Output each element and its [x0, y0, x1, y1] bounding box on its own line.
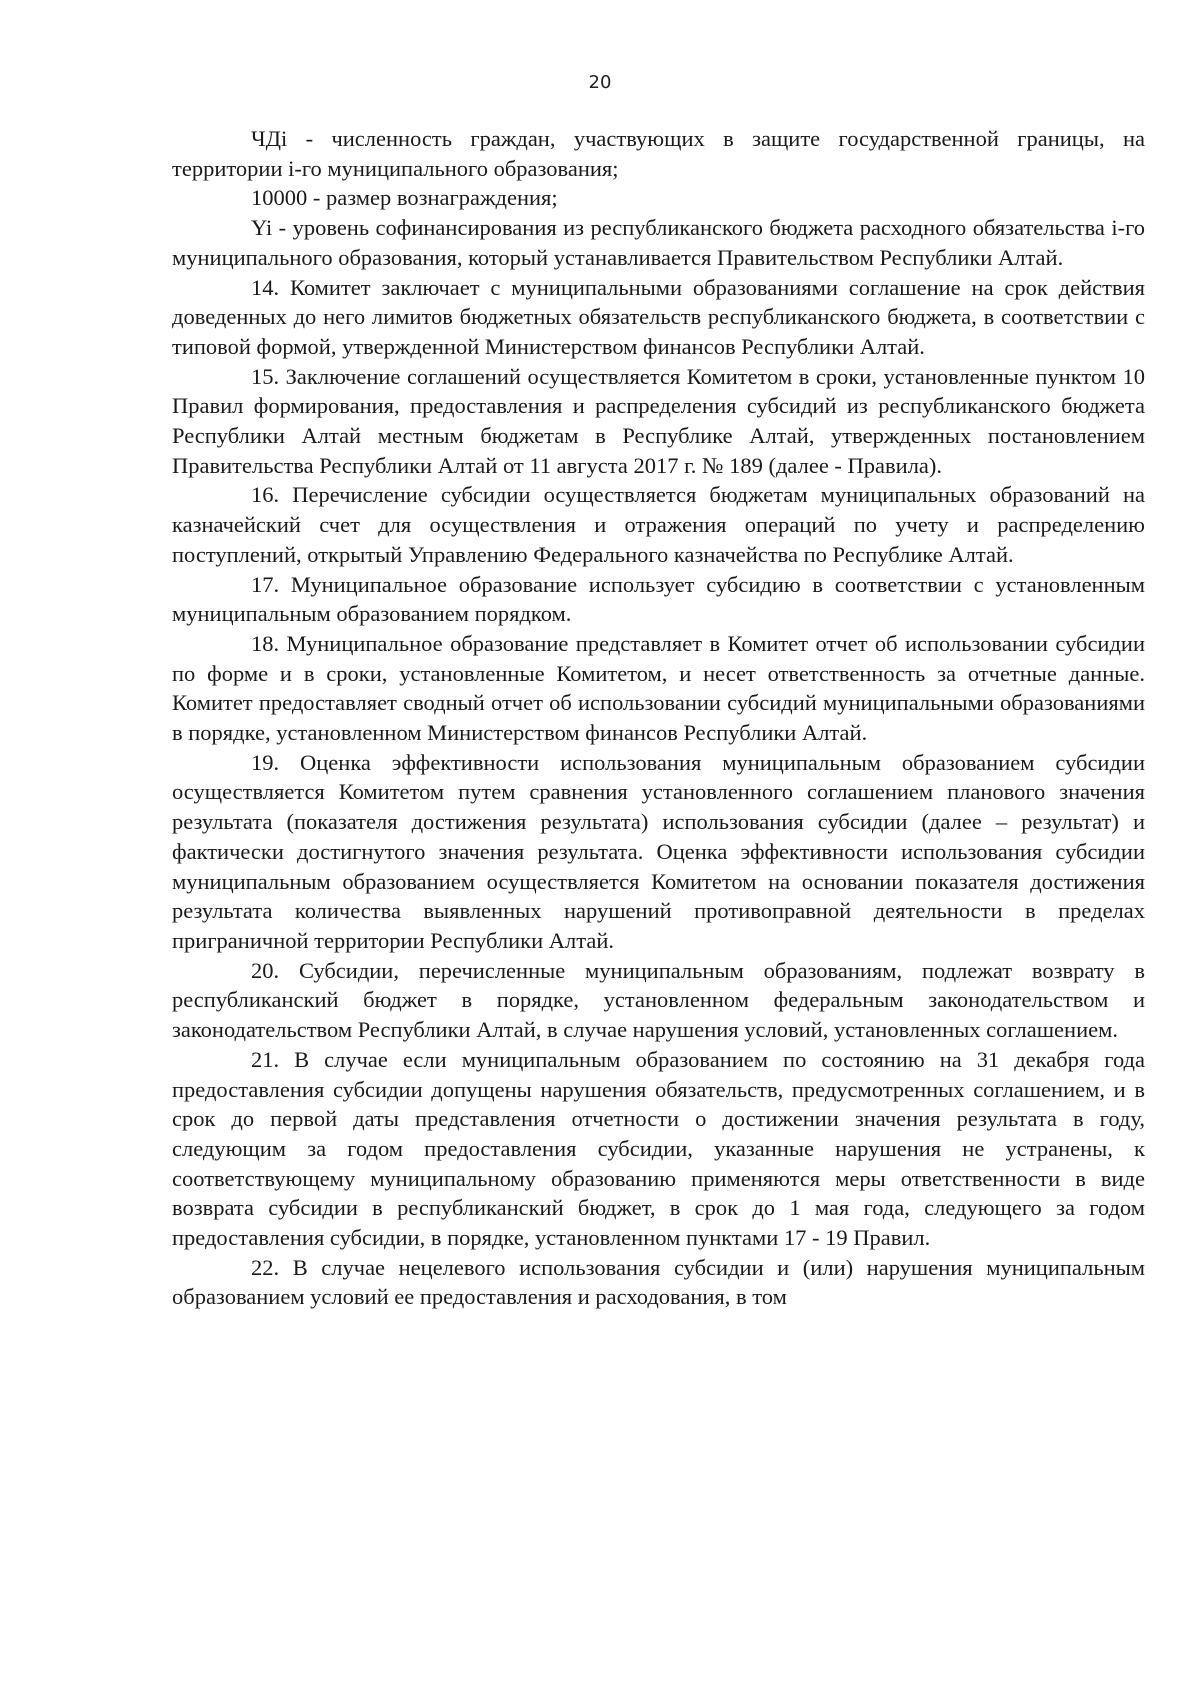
paragraph-reward-size: 10000 - размер вознаграждения; — [251, 185, 558, 211]
page-number: 20 — [588, 72, 612, 93]
paragraph-15: 15. Заключение соглашений осуществляется Комитетом в сроки, установленные пунктом 10 Правил формирования, предоставления и распределения субсидий из республиканского бюджета Республики Алтай местным бюджетам в Республике Алтай, утвержденных постановлением Правительства Республики Алтай от 11 августа 2017 г. № 189 (далее - Правила). — [172, 363, 1145, 478]
paragraph-21: 21. В случае если муниципальным образованием по состоянию на 31 декабря года предоставления субсидии допущены нарушения обязательств, предусмотренных соглашением, и в срок до первой даты представления отчетности о достижении значения результата в году, следующим за годом предоставления субсидии, указанные нарушения не устранены, к соответствующему муниципальному образованию применяются меры ответственности в виде возврата субсидии в республиканский бюджет, в срок до 1 мая года, следующего за годом предоставления субсидии, в порядке, установленном пунктами 17 - 19 Правил. — [172, 1046, 1145, 1251]
paragraph-22: 22. В случае нецелевого использования субсидии и (или) нарушения муниципальным образованием условий ее предоставления и расходования, в том — [172, 1254, 1145, 1310]
paragraph-17: 17. Муниципальное образование использует субсидию в соответствии с установленным муниципальным образованием порядком. — [172, 571, 1145, 627]
paragraph-18: 18. Муниципальное образование представляет в Комитет отчет об использовании субсидии по форме и в сроки, установленные Комитетом, и несет ответственность за отчетные данные. Комитет предоставляет сводный отчет об использовании субсидий муниципальными образованиями в порядке, установленном Министерством финансов Республики Алтай. — [172, 630, 1145, 746]
document-body — [172, 124, 1145, 1312]
paragraph-19: 19. Оценка эффективности использования муниципальным образованием субсидии осуществляется Комитетом путем сравнения установленного соглашением планового значения результата (показателя достижения результата) использования субсидии (далее – результат) и фактически достигнутого значения результата. Оценка эффективности использования субсидии муниципальным образованием осуществляется Комитетом на основании показателя достижения результата количества выявленных нарушений противоправной деятельности в пределах приграничной территории Республики Алтай. — [172, 749, 1145, 953]
paragraph-yi-definition: Yi - уровень софинансирования из республиканского бюджета расходного обязательства i-го муниципального образования, который устанавливается Правительством Республики Алтай. — [172, 215, 1145, 270]
paragraph-chd-definition: ЧДi - численность граждан, участвующих в защите государственной границы, на территории i-го муниципального образования; — [172, 126, 1145, 181]
paragraph-20: 20. Субсидии, перечисленные муниципальным образованиям, подлежат возврату в республиканский бюджет в порядке, установленном федеральным законодательством и законодательством Республики Алтай, в случае нарушения условий, установленных соглашением. — [172, 957, 1145, 1043]
paragraph-14: 14. Комитет заключает с муниципальными образованиями соглашение на срок действия доведенных до него лимитов бюджетных обязательств республиканского бюджета, в соответствии с типовой формой, утвержденной Министерством финансов Республики Алтай. — [172, 274, 1145, 359]
paragraph-16: 16. Перечисление субсидии осуществляется бюджетам муниципальных образований на казначейский счет для осуществления и отражения операций по учету и распределению поступлений, открытый Управлению Федерального казначейства по Республике Алтай. — [172, 482, 1145, 567]
